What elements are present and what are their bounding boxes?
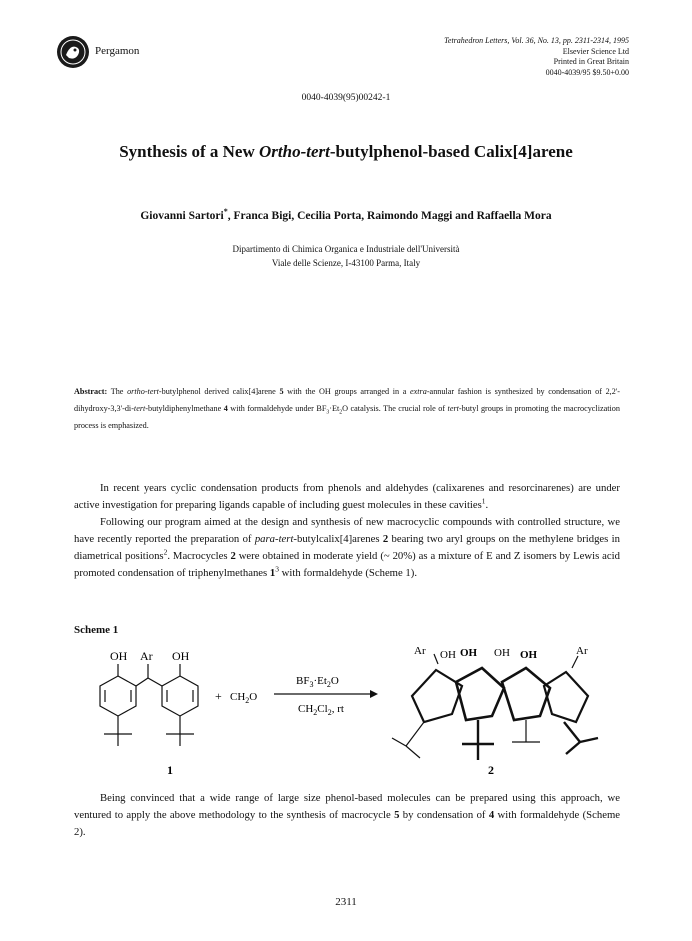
body-paragraph-3 [74,790,620,841]
compound-number: 4 [223,404,228,413]
affiliation [0,242,692,270]
formula-sub: 3 [309,680,314,689]
author-rest: , Franca Bigi, Cecilia Porta, Raimondo Maggi and Raffaella Mora [227,210,552,222]
formula-part: Cl [317,703,328,715]
paragraph-text: Following our program aimed at the design and synthesis of new macrocyclic compounds with controlled structure, we have recently reported the preparation of [74,516,620,545]
citation-ref[interactable]: 3 [275,564,279,574]
title-italic: Ortho-tert [259,142,330,161]
oh-label: OH [440,649,456,661]
pergamon-logo-icon [56,35,90,69]
formula-sub: 2 [326,680,331,689]
corresponding-mark: * [223,207,228,217]
formula-sub: 2 [313,708,318,717]
calixarene-structure [392,654,598,760]
compound-number: 2 [382,533,389,545]
citation-ref[interactable]: 2 [163,547,168,557]
paragraph-italic: para-tert [254,533,294,545]
abstract-text: -butyldiphenylmethane [145,404,224,413]
affiliation-line1: Dipartimento di Chimica Organica e Industriale dell'Università [232,244,460,254]
article-doi: 0040-4039(95)00242-1 [301,93,391,103]
title-post: -butylphenol-based Calix[4]arene [329,142,573,161]
ch-bond [148,678,162,686]
printed-line: Printed in Great Britain [553,57,629,66]
oh-label: OH [172,649,190,663]
compound-number: 4 [488,809,495,821]
abstract-italic: tert [447,404,459,413]
abstract-text: The [107,387,128,396]
formula-part: ·Et [313,675,327,687]
oh-label: OH [110,649,128,663]
publisher-name: Pergamon [95,45,140,57]
abstract-text: -annular fashion is synthesized by condensation of 2,2'-dihydroxy-3,3'-di- [74,387,621,413]
formula-part: CH [230,691,246,703]
compound-number: 2 [230,550,236,562]
subscript: 3 [326,409,330,416]
paragraph-text: with formaldehyde (Scheme 2). [74,809,621,838]
publisher-line: Elsevier Science Ltd [562,46,629,56]
formula-part: , rt [331,703,344,715]
oh-label: OH [520,649,538,661]
formula-part: O [330,675,339,687]
author-first: Giovanni Sartori [140,210,224,222]
oh-label: OH [494,647,510,659]
subscript: 2 [339,409,343,416]
paper-title [0,142,692,162]
plus-sign: + [215,689,222,703]
abstract-text: ·Et [329,404,340,413]
abstract [74,383,620,434]
paragraph-text: were obtained in moderate yield (~ 20%) as a mixture of E and Z isomers by Lewis acid promoted condensation of triphenylmethanes [74,550,620,579]
paragraph-text: by condensation of [399,809,489,821]
issn-line: 0040-4039/95 $9.50+0.00 [545,67,629,77]
title-pre: Synthesis of a New [119,142,260,161]
formula-sub: 2 [327,708,332,717]
paragraph-text: with formaldehyde (Scheme 1). [278,567,417,579]
compound-number-1: 1 [167,763,173,777]
author-list [0,207,692,222]
abstract-text: with the OH groups arranged in a [283,387,410,396]
page-number: 2311 [335,896,357,908]
affiliation-line2: Viale delle Scienze, I-43100 Parma, Italy [271,258,421,268]
oh-label: OH [460,647,478,659]
abstract-italic: extra [410,387,427,396]
journal-citation: Tetrahedron Letters, Vol. 36, No. 13, pp. 2311-2314, 1995 [444,36,629,45]
formula-part: O [249,691,258,703]
formaldehyde-label [230,691,257,705]
paragraph-text: In recent years cyclic condensation products from phenols and aldehydes (calixarenes and resorcinarenes) are under active investigation for preparing ligands capable of including guest molecules in these cavities [74,482,620,511]
formula-sub: 2 [245,696,250,705]
paragraph-text: Being convinced that a wide range of large size phenol-based molecules can be prepared using this approach, we ventured to apply the above methodology to the synthesis of macrocycle [74,792,620,821]
arrow-head-icon [370,690,378,698]
journal-info [444,36,629,78]
compound-number: 5 [279,387,284,396]
body-paragraphs [74,480,620,582]
citation-ref[interactable]: 1 [481,496,486,506]
abstract-text: -butyl groups in promoting the macrocyclization process is emphasized. [74,404,620,430]
ar-label: Ar [140,649,153,663]
paragraph-text: bearing two aryl groups on the methylene bridges in diametrical positions [74,533,620,562]
paragraph-text: . Macrocycles [167,550,231,562]
abstract-text: -butylphenol derived calix[4]arene [158,387,280,396]
compound-number-2: 2 [488,763,494,777]
paragraph-1 [74,480,620,514]
paragraph-2 [74,514,620,582]
abstract-label: Abstract: [74,387,108,396]
paragraph-text: -butylcalix[4]arenes [293,533,383,545]
abstract-text: O catalysis. The crucial role of [342,404,448,413]
paragraph-text: . [485,499,489,511]
formula-part: CH [298,703,314,715]
solvent-label [298,703,344,717]
scheme-1-diagram [74,642,620,782]
catalyst-label [296,675,339,689]
compound-number: 5 [394,809,400,821]
ch-bond [136,678,148,686]
formula-part: BF [296,675,310,687]
abstract-italic: tert [133,404,146,413]
ar-label: Ar [576,645,588,657]
scheme-label: Scheme 1 [74,624,119,636]
compound-number: 1 [269,567,276,579]
abstract-italic: ortho-tert [127,387,159,396]
paragraph-3 [74,790,620,841]
ar-label: Ar [414,645,426,657]
abstract-text: with formaldehyde under BF [227,404,327,413]
